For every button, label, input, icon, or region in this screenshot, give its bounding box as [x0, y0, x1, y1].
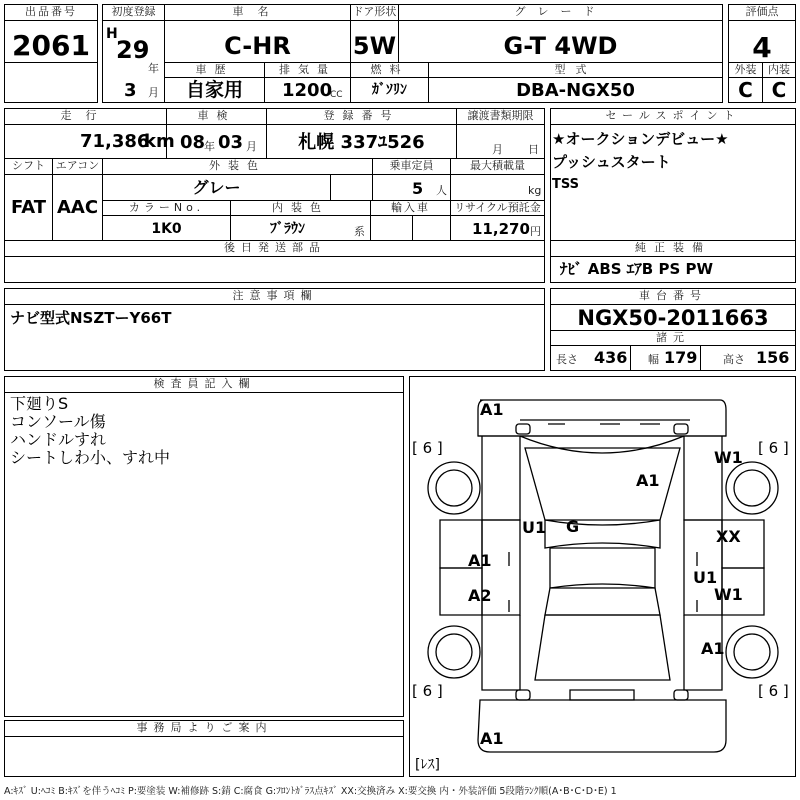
shift-label: シフト [12, 159, 45, 172]
damage-left-front-door: A1 [468, 551, 492, 570]
car-history: 自家用 [185, 79, 243, 101]
office-label: 事務局よりご案内 [136, 721, 273, 734]
damage-hood: A1 [636, 471, 660, 490]
door-label: ドア形状 [352, 5, 397, 18]
equipment-label: 純正装備 [635, 241, 711, 254]
interior-color-label: 内装色 [272, 201, 329, 214]
first-reg-label: 初度登録 [111, 5, 156, 18]
score-label: 評価点 [745, 5, 779, 18]
length: 436 [594, 348, 628, 367]
registration-number: 札幌 337ﾕ526 [298, 132, 425, 153]
score: 4 [752, 31, 772, 64]
damage-rear-bumper: A1 [480, 729, 504, 748]
height-label: 高さ [723, 353, 745, 366]
damage-left-rear-door: A2 [468, 586, 492, 605]
transfer-month-unit: 月 [492, 143, 503, 156]
inspector-note: コンソール傷 [10, 412, 106, 431]
sales-point-line: ★オークションデビュー★ [552, 130, 729, 148]
tire-mark-front-right: [ 6 ] [758, 439, 789, 457]
inspector-note: シートしわ小、すれ中 [10, 448, 171, 467]
caution-note: ナビ型式NSZTーY66T [10, 309, 172, 327]
damage-front-bumper: A1 [480, 400, 504, 419]
height: 156 [756, 348, 790, 367]
exterior-label: 外装 [734, 63, 757, 76]
sales-point-line: TSS [552, 177, 580, 192]
era: H [106, 26, 118, 42]
grade: G-T 4WD [503, 32, 618, 60]
caution-label: 注意事項欄 [232, 289, 318, 302]
damage-left-pillar: U1 [522, 518, 547, 537]
width-label: 幅 [648, 353, 659, 366]
inspection-label: 車検 [197, 109, 236, 122]
length-label: 長さ [556, 353, 578, 366]
inspection-month: 03 [218, 132, 244, 153]
import-label: 輸入車 [391, 201, 430, 214]
mileage-unit: km [144, 131, 175, 152]
color-label: 外装色 [209, 159, 266, 172]
ac-label: エアコン [55, 159, 100, 172]
displacement-unit: CC [330, 90, 343, 100]
lot-label: 出品番号 [25, 5, 77, 18]
sales-point-line: プッシュスタート [552, 153, 671, 171]
interior-grade: C [771, 78, 787, 102]
fuel: ｶﾞｿﾘﾝ [372, 82, 407, 98]
recycle-deposit: 11,270 [472, 220, 530, 238]
interior-color-unit: 系 [354, 225, 365, 238]
max-load-unit: kg [528, 184, 542, 197]
color-no-label: カラーNo. [128, 201, 205, 214]
month-unit: 月 [148, 86, 159, 99]
interior-label: 内装 [768, 63, 790, 76]
damage-windshield: G [566, 517, 580, 536]
inspector-label: 検査員記入欄 [153, 377, 256, 390]
inspector-note: ハンドルすれ [10, 430, 107, 449]
lot-number: 2061 [12, 29, 90, 62]
damage-right-rear-door: W1 [714, 585, 743, 604]
car-name-label: 車名 [232, 5, 283, 18]
displacement: 1200 [282, 80, 333, 101]
tire-mark-rear-right: [ 6 ] [758, 682, 789, 700]
inspection-year-unit: 年 [204, 140, 215, 153]
registration-label: 登録番号 [323, 109, 400, 122]
damage-right-rear-fender: A1 [701, 639, 725, 658]
air-conditioner: AAC [56, 197, 99, 218]
fuel-label: 燃料 [370, 63, 409, 76]
first-reg-year: 29 [116, 36, 150, 64]
year-unit: 年 [148, 62, 159, 75]
capacity: 5 [412, 179, 424, 198]
interior-color: ﾌﾞﾗｳﾝ [270, 221, 305, 237]
door-type: 5W [352, 32, 397, 60]
displacement-label: 排気量 [279, 63, 336, 76]
inspection-year: 08 [180, 132, 206, 153]
shift: FAT [10, 197, 47, 218]
max-load-label: 最大積載量 [470, 159, 525, 172]
chassis-label: 車台番号 [639, 289, 707, 302]
grade-label: グレード [514, 5, 607, 18]
capacity-label: 乗車定員 [389, 159, 434, 172]
mileage: 71,386 [80, 131, 150, 152]
tire-mark-rear-left: [ 6 ] [412, 682, 443, 700]
tire-mark-front-left: [ 6 ] [412, 439, 443, 457]
damage-right-front-door: XX [716, 527, 741, 546]
exterior-grade: C [738, 78, 753, 102]
equipment-list: ﾅﾋﾞ ABS ｴｱB PS PW [560, 260, 714, 278]
color-number: 1K0 [151, 221, 182, 237]
recycle-unit: 円 [530, 225, 541, 238]
legend: A:ｷｽﾞ U:ﾍｺﾐ B:ｷｽﾞを伴うﾍｺﾐ P:要塗装 W:補修跡 S:錆 C:腐食 G:ﾌﾛﾝﾄｶﾞﾗｽ点ｷｽﾞ XX:交換済み X:要交換 内・外装評価 5段階ﾗﾝｸ順(A･B･C･D･E) 1 [4, 786, 617, 797]
chassis-number: NGX50-2011663 [577, 306, 769, 330]
model-label: 型式 [554, 63, 597, 76]
width: 179 [664, 348, 698, 367]
sales-point-label: セールスポイント [605, 109, 741, 122]
spare-tire-mark: [ﾚｽ] [415, 757, 440, 773]
model-code: DBA-NGX50 [516, 80, 635, 101]
damage-right-front-fender: W1 [714, 448, 743, 467]
recycle-label: リサイクル預託金 [454, 201, 541, 214]
transfer-day-unit: 日 [528, 143, 539, 156]
transfer-doc-label: 譲渡書類期限 [467, 109, 534, 122]
dimensions-label: 諸元 [656, 331, 690, 344]
mileage-label: 走行 [60, 109, 111, 122]
inspector-note: 下廻りS [10, 394, 69, 413]
first-reg-month: 3 [124, 80, 137, 101]
inspection-month-unit: 月 [246, 140, 257, 153]
capacity-unit: 人 [436, 184, 447, 197]
exterior-color: グレー [192, 178, 241, 197]
car-name: C-HR [224, 32, 291, 60]
damage-right-pillar: U1 [693, 568, 718, 587]
later-parts-label: 後日発送部品 [224, 241, 326, 254]
history-label: 車歴 [195, 63, 234, 76]
